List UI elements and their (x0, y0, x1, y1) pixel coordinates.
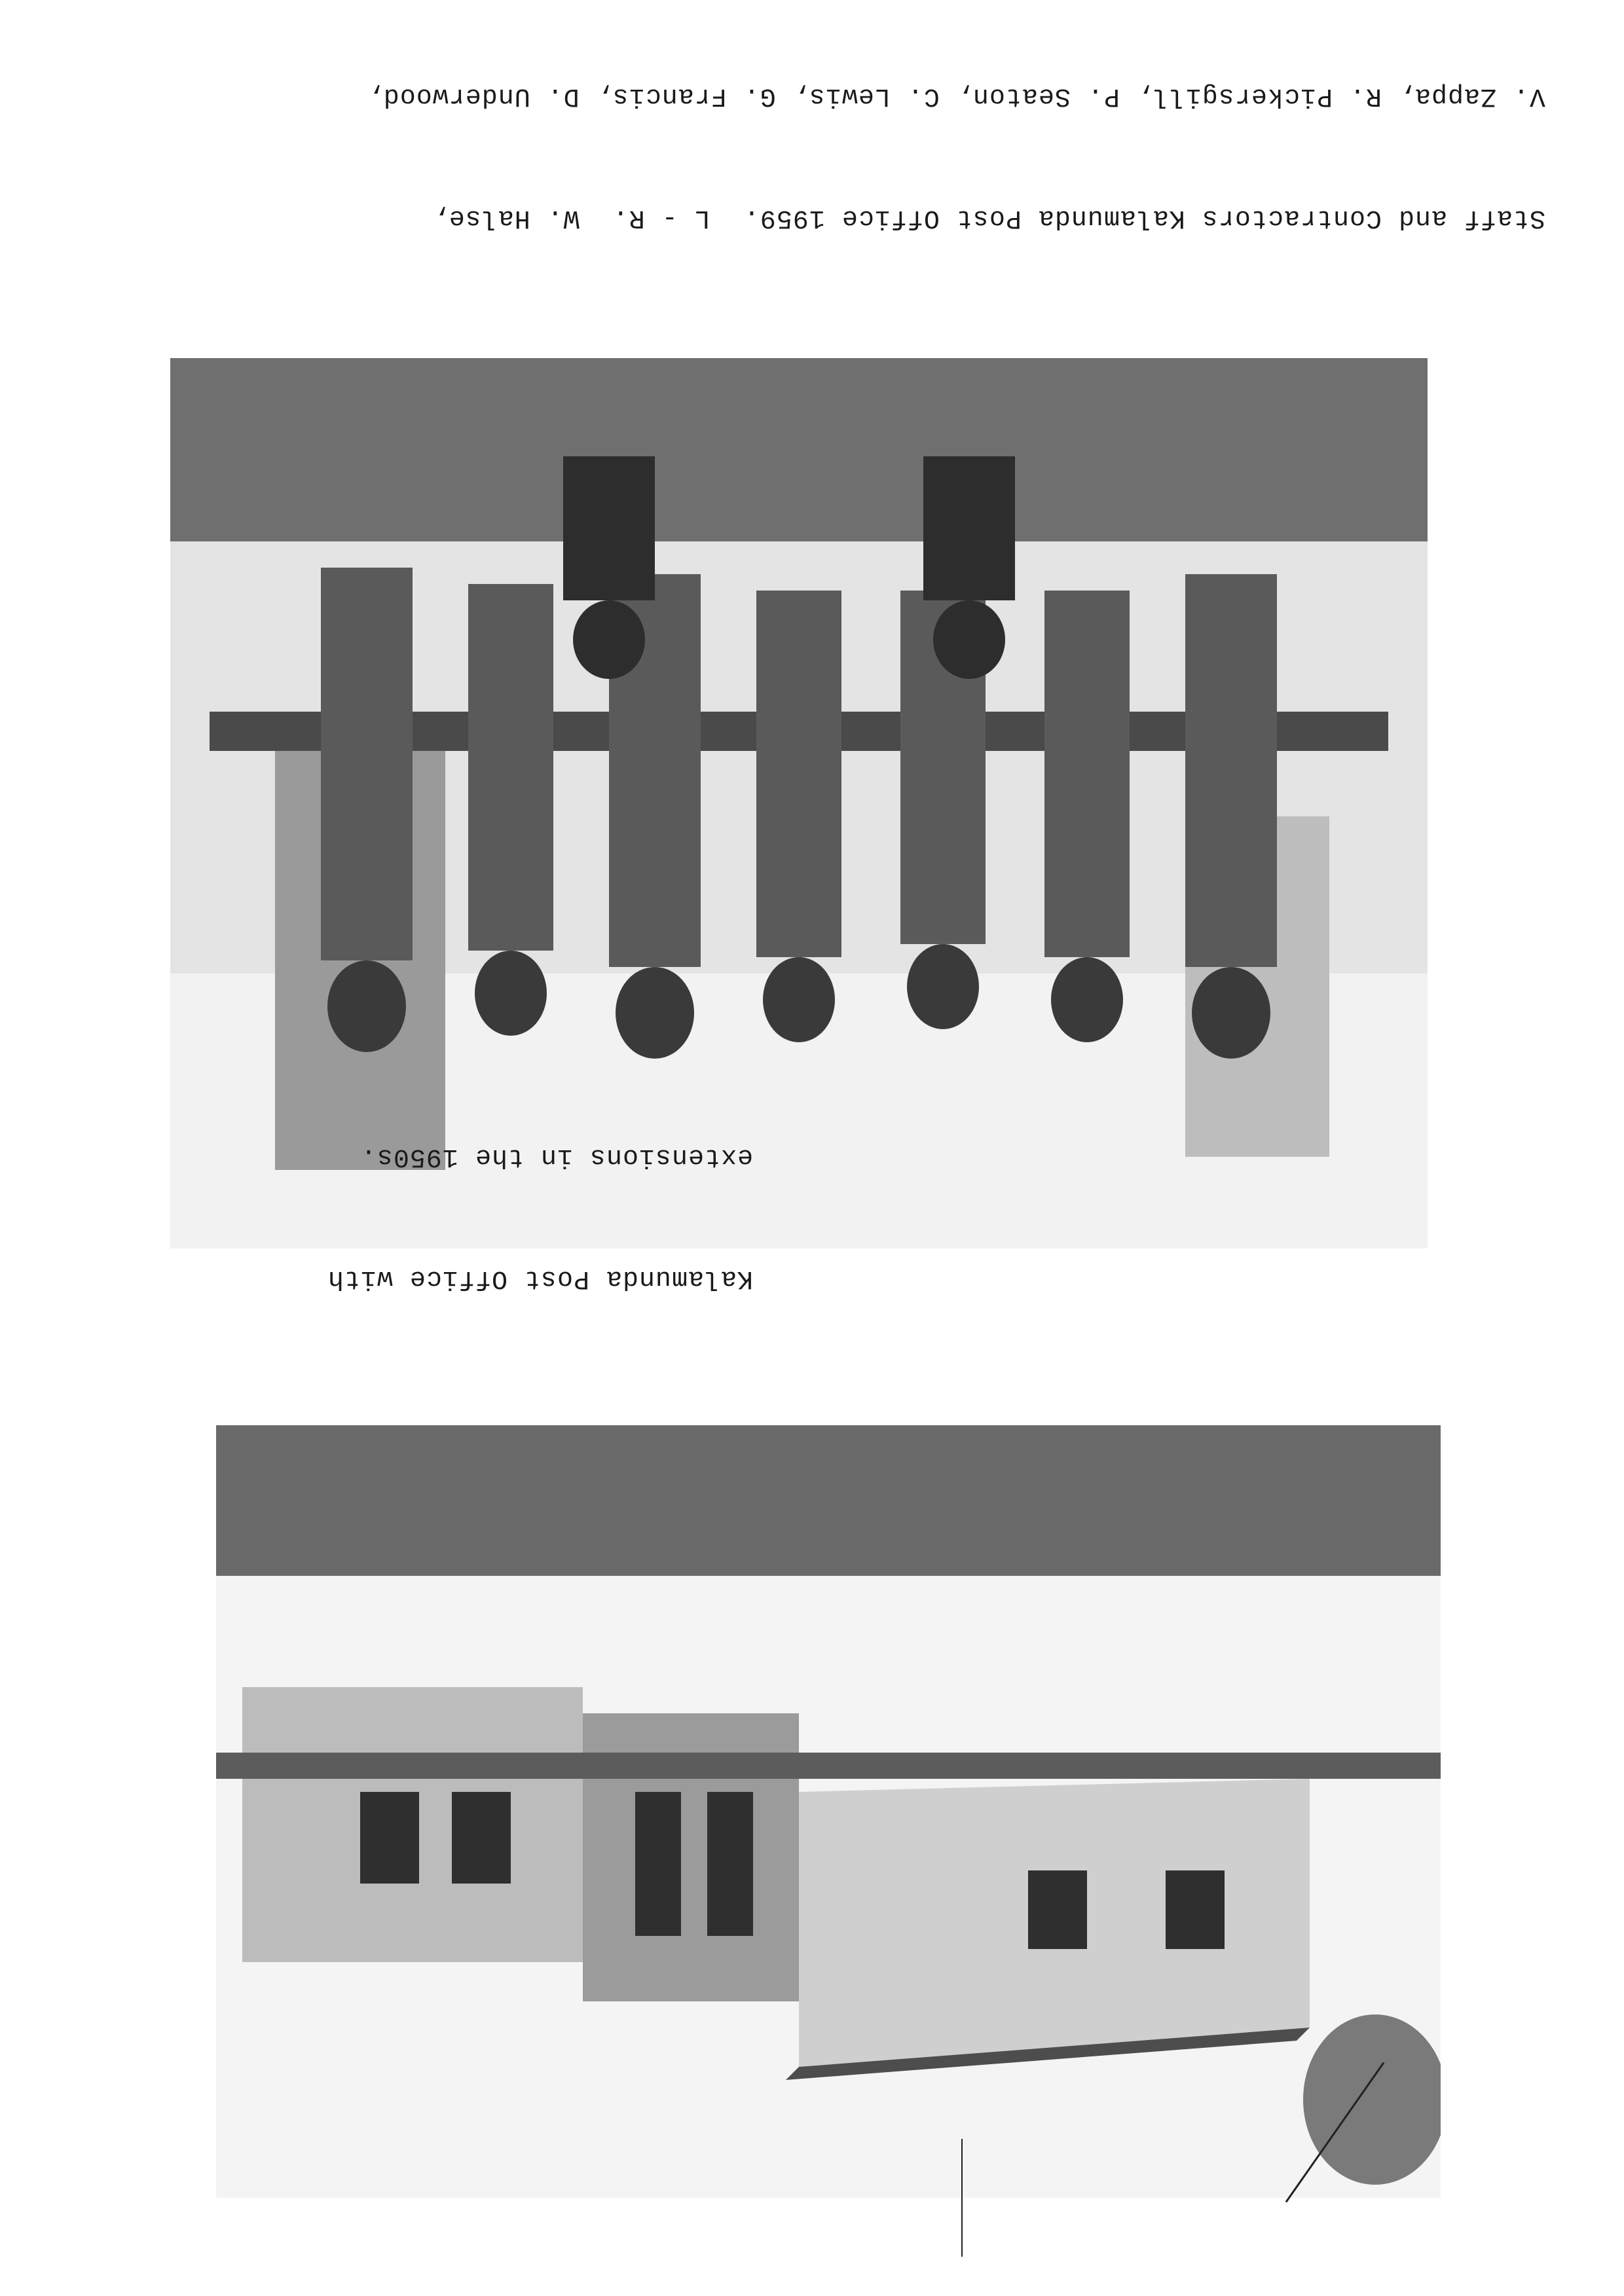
building-photo (216, 1425, 1441, 2198)
building-caption-line-2: extensions in the 1950s. (360, 1142, 753, 1171)
staff-caption-line-2: V. Zappa, R. Pickersgill, P. Seaton, C. Lewis, G. Francis, D. Underwood, (366, 81, 1545, 111)
scan-mark-2 (961, 2139, 963, 2257)
building-caption (327, 1055, 753, 1379)
staff-caption (367, 0, 1545, 319)
building-caption-line-1: Kalamunda Post Office with (327, 1264, 753, 1293)
staff-caption-line-1: Staff and Contractors Kalamunda Post Office 1959. L - R. W. Halse, (432, 203, 1545, 232)
